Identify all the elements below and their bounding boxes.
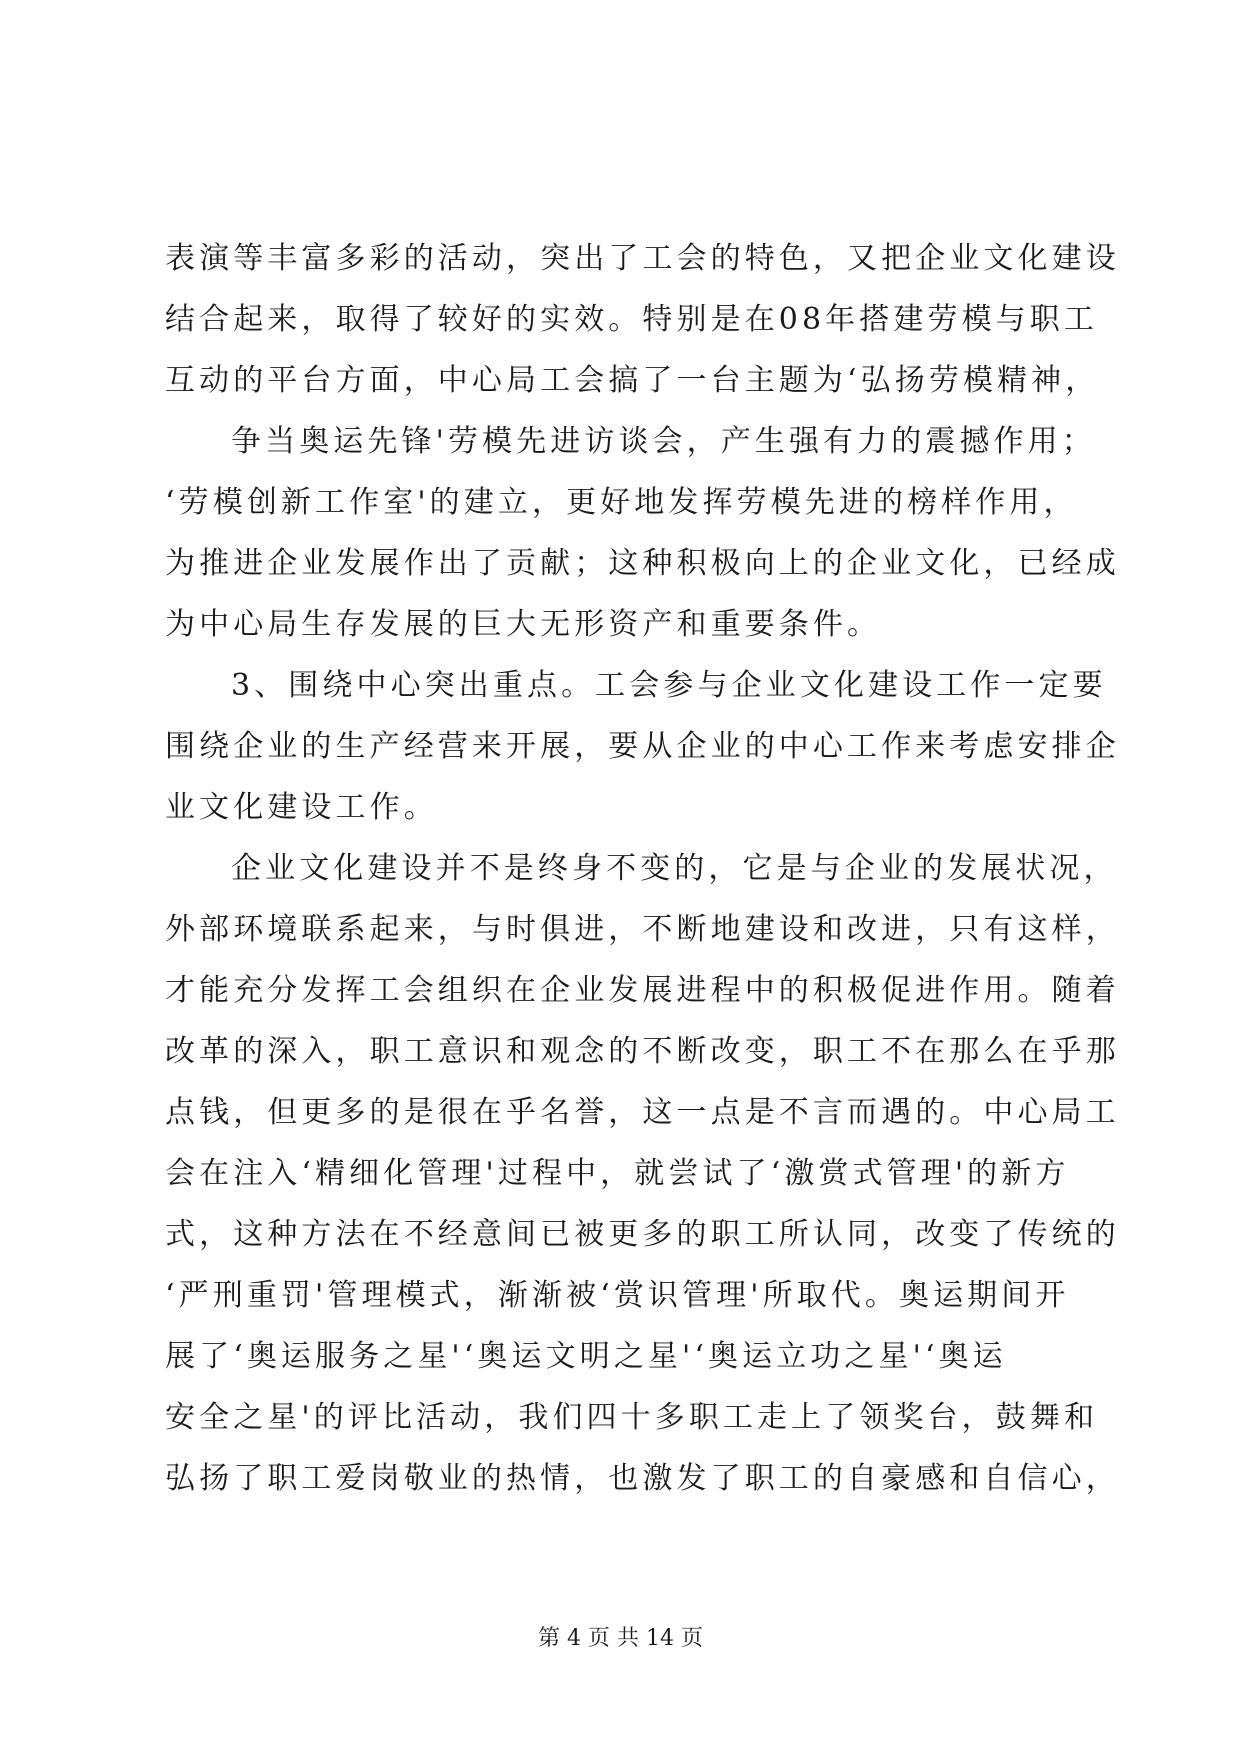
text-line: 为中心局生存发展的巨大无形资产和重要条件。 xyxy=(165,607,882,642)
text-line: 外部环境联系起来，与时俱进，不断地建设和改进，只有这样， xyxy=(165,912,1120,947)
text-line: 展了‘奥运服务之星'‘奥运文明之星'‘奥运立功之星'‘奥运 xyxy=(165,1339,1007,1374)
text-line: 改革的深入，职工意识和观念的不断改变，职工不在那么在乎那 xyxy=(165,1034,1120,1069)
text-line: ‘劳模创新工作室'的建立，更好地发挥劳模先进的榜样作用， xyxy=(165,485,1078,520)
text-line: 围绕企业的生产经营来开展，要从企业的中心工作来考虑安排企 xyxy=(165,729,1120,764)
text-line: 弘扬了职工爱岗敬业的热情，也激发了职工的自豪感和自信心， xyxy=(165,1461,1120,1496)
text-line: ‘严刑重罚'管理模式，渐渐被‘赏识管理'所取代。奥运期间开 xyxy=(165,1278,1070,1313)
text-line: 为推进企业发展作出了贡献；这种积极向上的企业文化，已经成 xyxy=(165,546,1120,581)
body-text xyxy=(165,228,1120,1509)
text-line: 会在注入‘精细化管理'过程中，就尝试了‘激赏式管理'的新方 xyxy=(165,1156,1070,1191)
text-line: 式，这种方法在不经意间已被更多的职工所认同，改变了传统的 xyxy=(165,1217,1120,1252)
text-line: 企业文化建设并不是终身不变的，它是与企业的发展状况， xyxy=(231,851,1118,886)
text-line: 结合起来，取得了较好的实效。特别是在08年搭建劳模与职工 xyxy=(165,302,1098,337)
page-footer: 第 4 页 共 14 页 xyxy=(538,1626,703,1651)
text-line: 业文化建设工作。 xyxy=(165,790,438,825)
text-line: 点钱，但更多的是很在乎名誉，这一点是不言而遇的。中心局工 xyxy=(165,1095,1120,1130)
text-line: 3、围绕中心突出重点。工会参与企业文化建设工作一定要 xyxy=(231,668,1107,703)
text-line: 表演等丰富多彩的活动，突出了工会的特色，又把企业文化建设 xyxy=(165,241,1120,276)
text-line: 互动的平台方面，中心局工会搞了一台主题为‘弘扬劳模精神， xyxy=(165,363,1100,398)
text-line: 争当奥运先锋'劳模先进访谈会，产生强有力的震撼作用； xyxy=(231,424,1096,459)
text-line: 才能充分发挥工会组织在企业发展进程中的积极促进作用。随着 xyxy=(165,973,1120,1008)
text-line: 安全之星'的评比活动，我们四十多职工走上了领奖台，鼓舞和 xyxy=(165,1400,1099,1435)
